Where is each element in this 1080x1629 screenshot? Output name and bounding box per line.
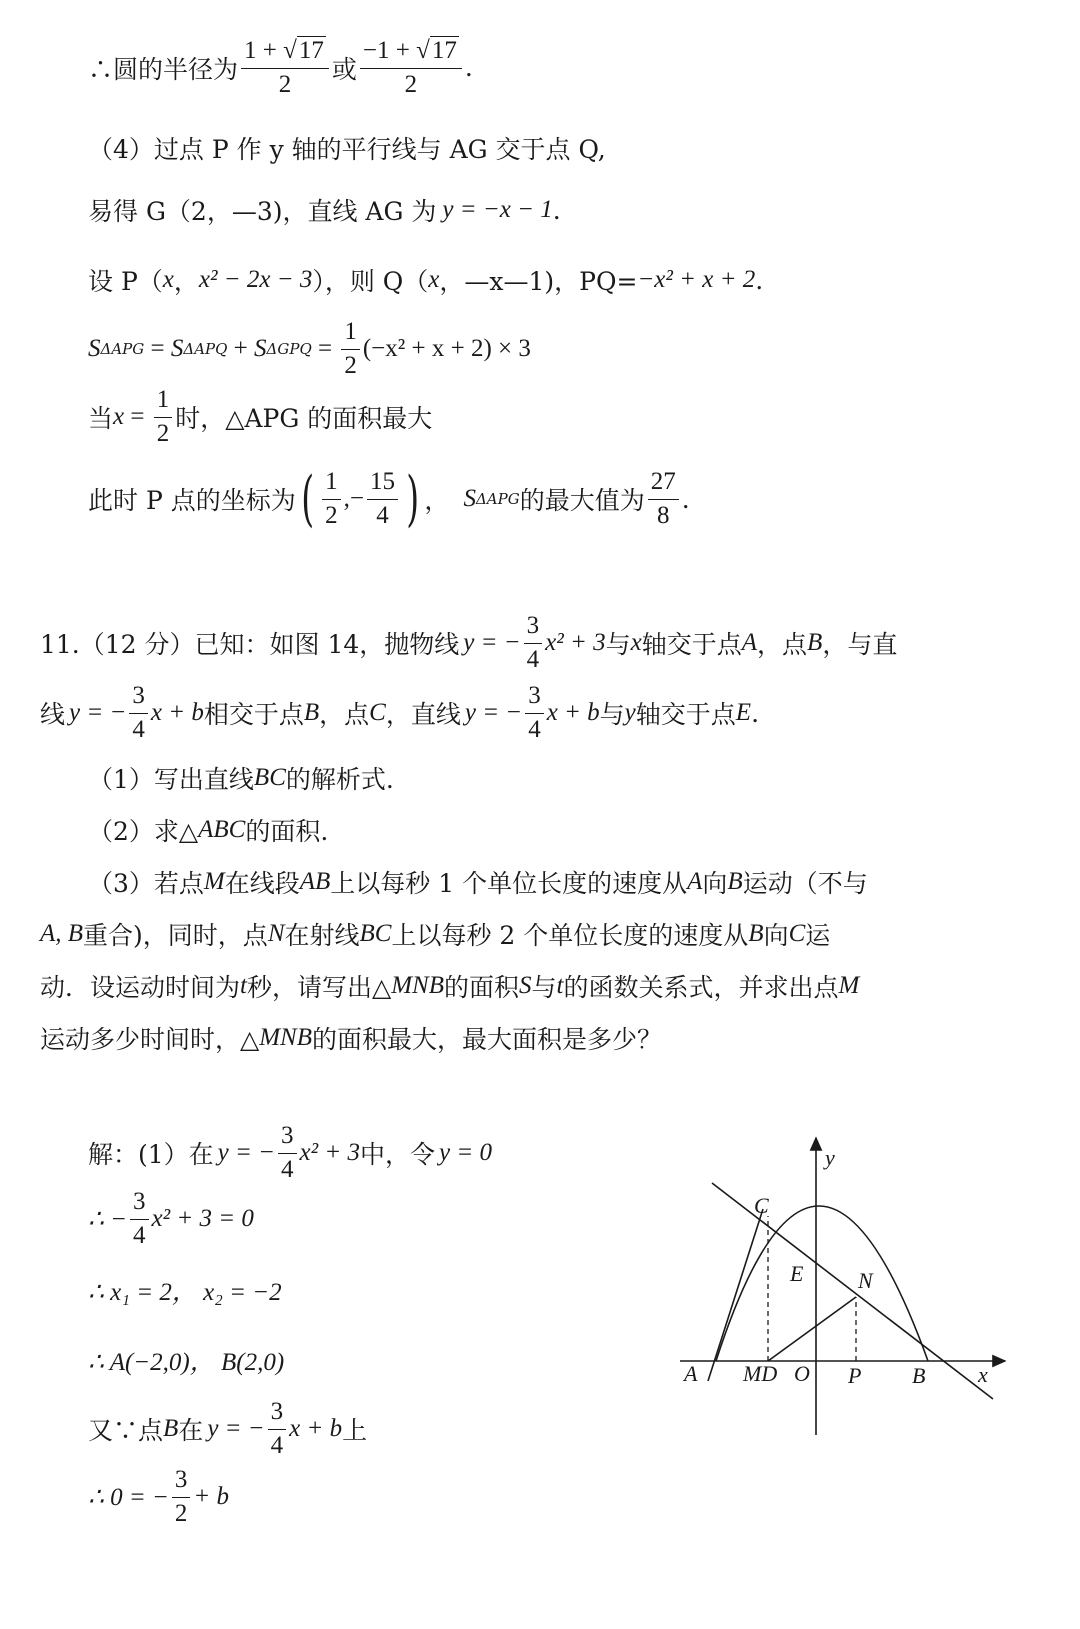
label-e: E: [790, 1261, 804, 1286]
define-p: [88, 262, 763, 298]
text: （2）求△: [88, 817, 199, 846]
text: B: [303, 699, 320, 727]
text: .: [681, 484, 690, 514]
text: S: [254, 335, 267, 363]
text: 4: [528, 715, 541, 743]
text: 轴交于点: [641, 630, 742, 660]
text: AB: [299, 868, 331, 895]
text: y = −: [464, 699, 523, 727]
text: （3）若点: [88, 869, 204, 898]
text: ∴圆的半径为: [88, 54, 239, 84]
text: y = 0: [439, 1139, 492, 1167]
text: M: [838, 972, 860, 999]
problem-line-2: [40, 682, 759, 745]
equation: x² − 2x − 3: [198, 266, 313, 293]
fraction: [129, 682, 148, 745]
text: MNB: [259, 1024, 313, 1051]
text: B: [163, 1415, 179, 1443]
equation: −x² + x + 2: [637, 266, 756, 293]
text: N: [267, 920, 285, 947]
text: 2: [404, 70, 418, 98]
max-condition: [88, 386, 432, 449]
text: 1: [322, 468, 341, 500]
text: x: [428, 266, 440, 293]
text: 的面积: [443, 973, 519, 1002]
text: ，: [424, 486, 450, 516]
max-result: [88, 464, 690, 535]
fraction: [322, 468, 341, 531]
text: .: [552, 195, 561, 225]
fraction: [130, 1188, 149, 1251]
text: ∴ x₁ = 2， x₂ = −2: [88, 1279, 282, 1306]
text: x: [113, 403, 125, 431]
solution-line-5: [88, 1398, 367, 1461]
text: C: [369, 699, 386, 727]
text: 4: [376, 501, 389, 529]
text: 11.（12 分）已知：如图 14，抛物线: [40, 630, 460, 660]
question-1: [88, 760, 394, 796]
label-md: MD: [743, 1361, 778, 1386]
text: ，—x—1)，PQ=: [439, 267, 638, 296]
text: 3: [130, 1188, 149, 1220]
text: 上: [342, 1416, 368, 1446]
fraction: [278, 1122, 297, 1185]
solution-line-6: [88, 1466, 229, 1529]
text: S: [88, 335, 101, 363]
text: 4: [270, 1431, 284, 1459]
fraction: [172, 1466, 191, 1529]
text: ，点: [757, 630, 808, 660]
text: 上以每秒 1 个单位长度的速度从: [330, 869, 688, 898]
label-p: P: [848, 1363, 862, 1388]
text: 15: [367, 468, 398, 500]
text: 或: [331, 54, 357, 84]
text: ΔAPG: [475, 490, 520, 509]
question-3-line-4: [40, 1020, 662, 1056]
text: t: [240, 972, 247, 999]
text: 在射线: [284, 921, 360, 950]
text: x + b: [546, 699, 600, 727]
parabola: [716, 1206, 928, 1361]
text: 轴交于点: [635, 700, 736, 730]
text: B: [727, 868, 743, 895]
text: 2: [325, 501, 338, 529]
text: 的面积最大，最大面积是多少？: [312, 1025, 663, 1054]
text: B: [807, 629, 823, 657]
label-b: B: [912, 1363, 926, 1388]
label-n: N: [858, 1268, 873, 1293]
solution-line-1: [88, 1122, 492, 1185]
text: x + b: [289, 1415, 343, 1443]
text: 2: [344, 351, 357, 379]
text: .: [751, 698, 760, 728]
equation: y = −x − 1: [442, 196, 553, 223]
text: 中，令: [359, 1140, 435, 1170]
text: +: [227, 335, 255, 363]
solution-line-3: [88, 1272, 282, 1308]
fraction: −1 + √ 17 2: [360, 36, 462, 100]
line-ag: [88, 192, 561, 228]
text: x² + 3: [545, 629, 606, 657]
text: 线: [40, 700, 66, 730]
equation: (−x² + x + 2) × 3: [362, 335, 531, 363]
text: x: [162, 266, 174, 293]
text: 3: [172, 1466, 191, 1498]
text: 的面积.: [245, 817, 329, 846]
text: 秒，请写出△: [246, 973, 392, 1002]
text: ,−: [343, 485, 364, 513]
area-formula: [88, 318, 531, 381]
text: ，直线: [385, 700, 461, 730]
text: 的函数关系式，并求出点: [563, 973, 839, 1002]
text: 3: [525, 682, 544, 714]
text: 4: [133, 1221, 146, 1249]
text: 与: [599, 700, 625, 730]
text: =: [144, 335, 171, 363]
text: 3: [268, 1398, 287, 1430]
text: .: [464, 53, 473, 83]
text: 向: [702, 869, 728, 898]
text: =: [124, 403, 151, 431]
text: 8: [656, 501, 670, 529]
text: BC: [253, 764, 286, 791]
text: 3: [129, 682, 148, 714]
fraction: [154, 386, 173, 449]
text: 4: [281, 1155, 294, 1183]
text: 17: [298, 37, 324, 64]
text: x² + 3 = 0: [151, 1205, 254, 1233]
problem-line-1: [40, 612, 897, 675]
text: 17: [431, 37, 457, 64]
text: ，与直: [822, 630, 898, 660]
text: 3: [278, 1122, 297, 1154]
label-x: x: [978, 1362, 988, 1387]
text: y: [624, 699, 636, 727]
text: =: [311, 335, 339, 363]
fraction: [268, 1398, 287, 1461]
text: ABC: [198, 816, 246, 843]
text: x² + 3: [299, 1139, 360, 1167]
text: A: [741, 629, 758, 657]
text: 在线段: [224, 869, 300, 898]
text: ∴ −: [88, 1206, 128, 1234]
text: 解：(1）在: [88, 1140, 214, 1170]
left-paren: (: [300, 464, 314, 535]
text: S: [463, 485, 476, 513]
label-o: O: [794, 1361, 810, 1386]
text: 相交于点: [203, 700, 304, 730]
text: ∴ A(−2,0)， B(2,0): [88, 1349, 285, 1376]
text: BC: [359, 920, 392, 947]
text: .: [755, 265, 764, 295]
text: 27: [648, 468, 679, 500]
text: 在: [178, 1416, 204, 1446]
text: 当: [88, 404, 114, 434]
right-paren: ): [406, 464, 420, 535]
text: ，: [173, 267, 199, 296]
text: 时，△APG 的面积最大: [175, 404, 433, 434]
line-ac: [708, 1209, 763, 1381]
solution-line-4: [88, 1342, 284, 1378]
question-2: [88, 812, 328, 848]
text: 向: [763, 921, 789, 950]
text: （4）过点 P 作 y 轴的平行线与 AG 交于点 Q,: [88, 135, 606, 164]
fraction: [341, 318, 360, 381]
text: ΔGPQ: [266, 340, 312, 359]
text: 2: [156, 419, 170, 447]
text: 易得 G（2，—3)，直线 AG 为: [88, 197, 437, 226]
text: 1 +: [244, 37, 284, 64]
question-3-line-1: [88, 864, 868, 900]
text: 上以每秒 2 个单位长度的速度从: [391, 921, 749, 950]
text: M: [203, 868, 225, 895]
text: 1: [154, 386, 173, 418]
text: 2: [278, 70, 292, 98]
question-3-line-2: [40, 916, 830, 952]
text: A, B: [40, 920, 84, 947]
text: 3: [524, 612, 543, 644]
text: 的最大值为: [519, 486, 645, 516]
label-a: A: [684, 1361, 698, 1386]
solution-line-2: [88, 1188, 254, 1251]
text: 1: [341, 318, 360, 350]
text: 的解析式.: [285, 765, 394, 794]
text: 运动多少时间时，△: [40, 1025, 260, 1054]
fraction: [648, 468, 679, 531]
text: E: [735, 699, 752, 727]
text: 与: [531, 973, 557, 1002]
text: 又∵点: [88, 1416, 164, 1446]
text: ∴ 0 = −: [88, 1484, 169, 1512]
text: ，点: [319, 700, 370, 730]
text: ΔAPG: [100, 340, 145, 359]
step4-intro: [88, 130, 606, 166]
figure-14: [680, 1130, 1020, 1450]
text: y = −: [217, 1139, 276, 1167]
text: 运动（不与: [742, 869, 868, 898]
label-y: y: [825, 1145, 835, 1170]
text: y = −: [69, 699, 127, 727]
text: ΔAPQ: [183, 340, 228, 359]
text: 此时 P 点的坐标为: [88, 486, 296, 516]
text: y = −: [463, 629, 521, 657]
text: B: [748, 920, 764, 947]
radius-conclusion: [88, 36, 473, 100]
question-3-line-3: [40, 968, 859, 1004]
text: 2: [174, 1499, 188, 1527]
text: 与: [605, 630, 631, 660]
text: MNB: [391, 972, 444, 999]
fraction: [525, 682, 544, 745]
segment-mn: [768, 1297, 856, 1361]
fraction: [367, 468, 398, 531]
text: 设 P（: [88, 267, 163, 296]
text: t: [556, 972, 564, 999]
text: 动．设运动时间为: [40, 973, 241, 1002]
text: + b: [193, 1483, 230, 1511]
text: S: [170, 335, 184, 363]
text: y = −: [207, 1415, 265, 1443]
text: −1 +: [362, 37, 417, 64]
text: x + b: [150, 699, 204, 727]
label-c: C: [754, 1193, 769, 1218]
text: （1）写出直线: [88, 765, 254, 794]
text: 4: [132, 715, 145, 743]
text: 重合)，同时，点: [83, 921, 268, 950]
text: x: [630, 629, 642, 657]
text: A: [687, 868, 703, 895]
text: S: [519, 972, 532, 999]
text: C: [788, 920, 806, 947]
text: ），则 Q（: [312, 267, 429, 296]
fraction: [524, 612, 543, 675]
text: 运: [805, 921, 831, 950]
text: 4: [526, 645, 540, 673]
fraction: 1 + √ 17 2: [241, 36, 329, 100]
